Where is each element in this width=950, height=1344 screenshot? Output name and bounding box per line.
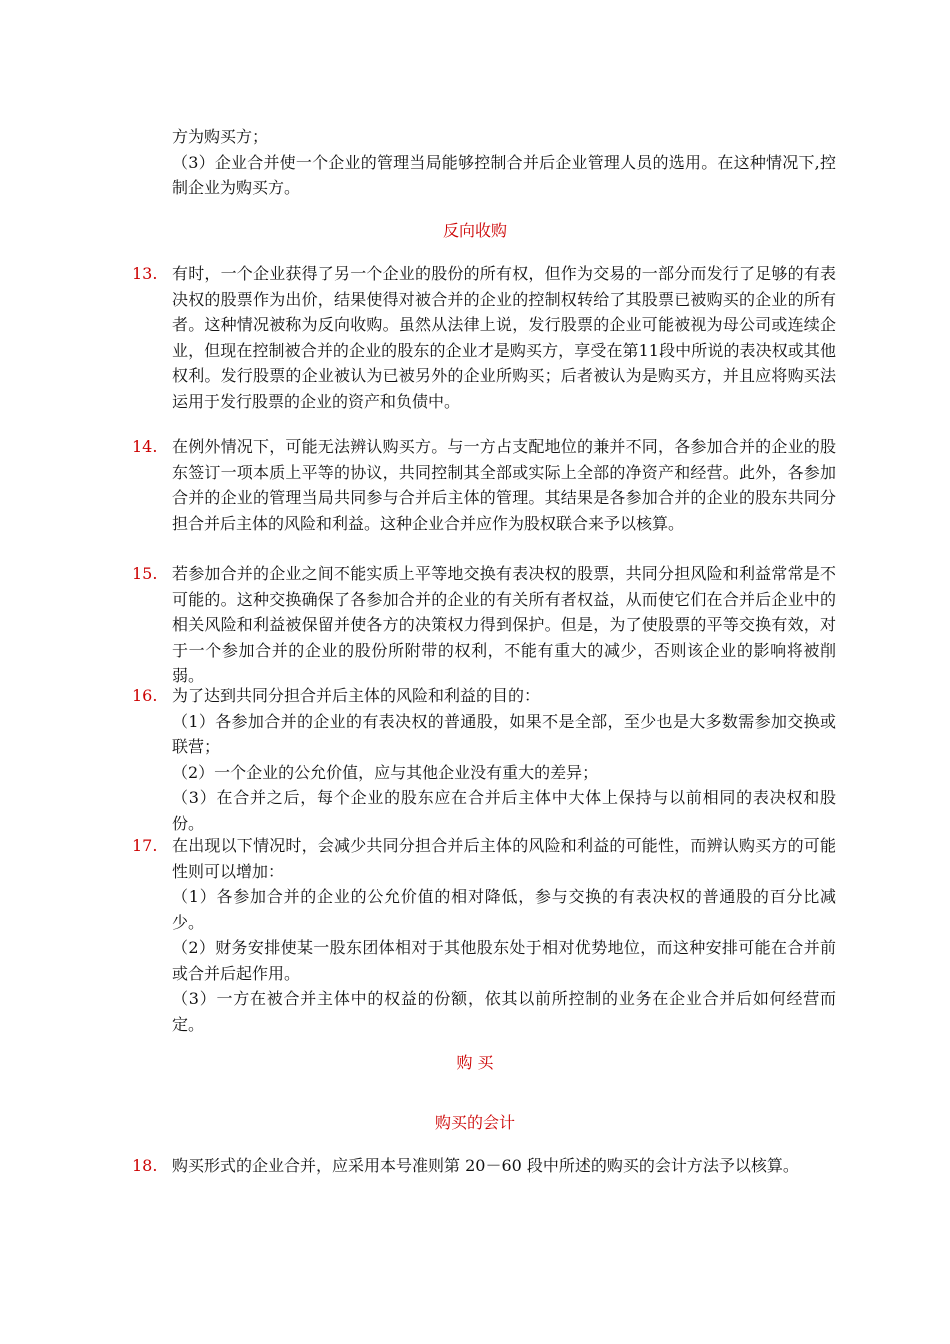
paragraph-16-item-2: （2）一个企业的公允价值，应与其他企业没有重大的差异； [172,762,599,782]
paragraph-14: 在例外情况下，可能无法辨认购买方。与一方占支配地位的兼并不同，各参加合并的企业的股东签订一项本质上平等的协议，共同控制其全部或实际上全部的净资产和经营。此外，各参加合并的企业的管理当局共同参与合并后主体的管理。其结果是各参加合并的企业的股东共同分担合并后主体的风险和利益。这种企业合并应作为股权联合来予以核算。 [172,437,836,533]
paragraph-13: 有时，一个企业获得了另一个企业的股份的所有权，但作为交易的一部分而发行了足够的有表决权的股票作为出价，结果使得对被合并的企业的控制权转给了其股票已被购买的企业的所有者。这种情况被称为反向收购。虽然从法律上说，发行股票的企业可能被视为母公司或连续企业，但现在控制被合并的企业的股东的企业才是购买方，享受在第11段中所说的表决权或其他权利。发行股票的企业被认为已被另外的企业所购买；后者被认为是购买方，并且应将购买法运用于发行股票的企业的资产和负债中。 [172,264,836,411]
paragraph-number-17: 17. [132,836,158,855]
paragraph-18: 购买形式的企业合并，应采用本号准则第 20－60 段中所述的购买的会计方法予以核算。 [172,1156,799,1175]
heading-purchase-accounting: 购买的会计 [434,1113,515,1132]
intro-item-3: （3）企业合并使一个企业的管理当局能够控制合并后企业管理人员的选用。在这种情况下,控制企业为购买方。 [172,152,836,197]
paragraph-16 [172,683,836,836]
paragraph-number-13: 13. [132,264,158,283]
paragraph-16-item-3: （3）在合并之后，每个企业的股东应在合并后主体中大体上保持与以前相同的表决权和股份。 [172,788,836,833]
paragraph-17 [172,833,836,1037]
paragraph-17-item-3: （3）一方在被合并主体中的权益的份额，依其以前所控制的业务在企业合并后如何经营而定。 [172,989,836,1034]
paragraph-15: 若参加合并的企业之间不能实质上平等地交换有表决权的股票，共同分担风险和利益常常是不可能的。这种交换确保了各参加合并的企业的有关所有者权益，从而使它们在合并后企业中的相关风险和利益被保留并使各方的决策权力得到保护。但是，为了使股票的平等交换有效，对于一个参加合并的企业的股份所附带的权利，不能有重大的减少，否则该企业的影响将被削弱。 [172,564,836,685]
paragraph-16-lead: 为了达到共同分担合并后主体的风险和利益的目的： [172,686,541,705]
intro-line: 方为购买方； [172,127,269,146]
paragraph-17-item-1: （1）各参加合并的企业的公允价值的相对降低，参与交换的有表决权的普通股的百分比减少。 [172,887,836,932]
intro-block [172,124,836,201]
paragraph-number-18: 18. [132,1156,158,1175]
paragraph-16-item-1: （1）各参加合并的企业的有表决权的普通股，如果不是全部，至少也是大多数需参加交换或联营； [172,711,836,756]
paragraph-number-16: 16. [132,686,158,705]
paragraph-17-lead: 在出现以下情况时，会减少共同分担合并后主体的风险和利益的可能性，而辨认购买方的可能性则可以增加： [172,836,836,881]
paragraph-number-14: 14. [132,437,158,456]
paragraph-number-15: 15. [132,564,158,583]
heading-purchase: 购 买 [456,1053,494,1072]
heading-reverse-acquisition: 反向收购 [442,221,507,240]
paragraph-17-item-2: （2）财务安排使某一股东团体相对于其他股东处于相对优势地位，而这种安排可能在合并前或合并后起作用。 [172,938,836,983]
